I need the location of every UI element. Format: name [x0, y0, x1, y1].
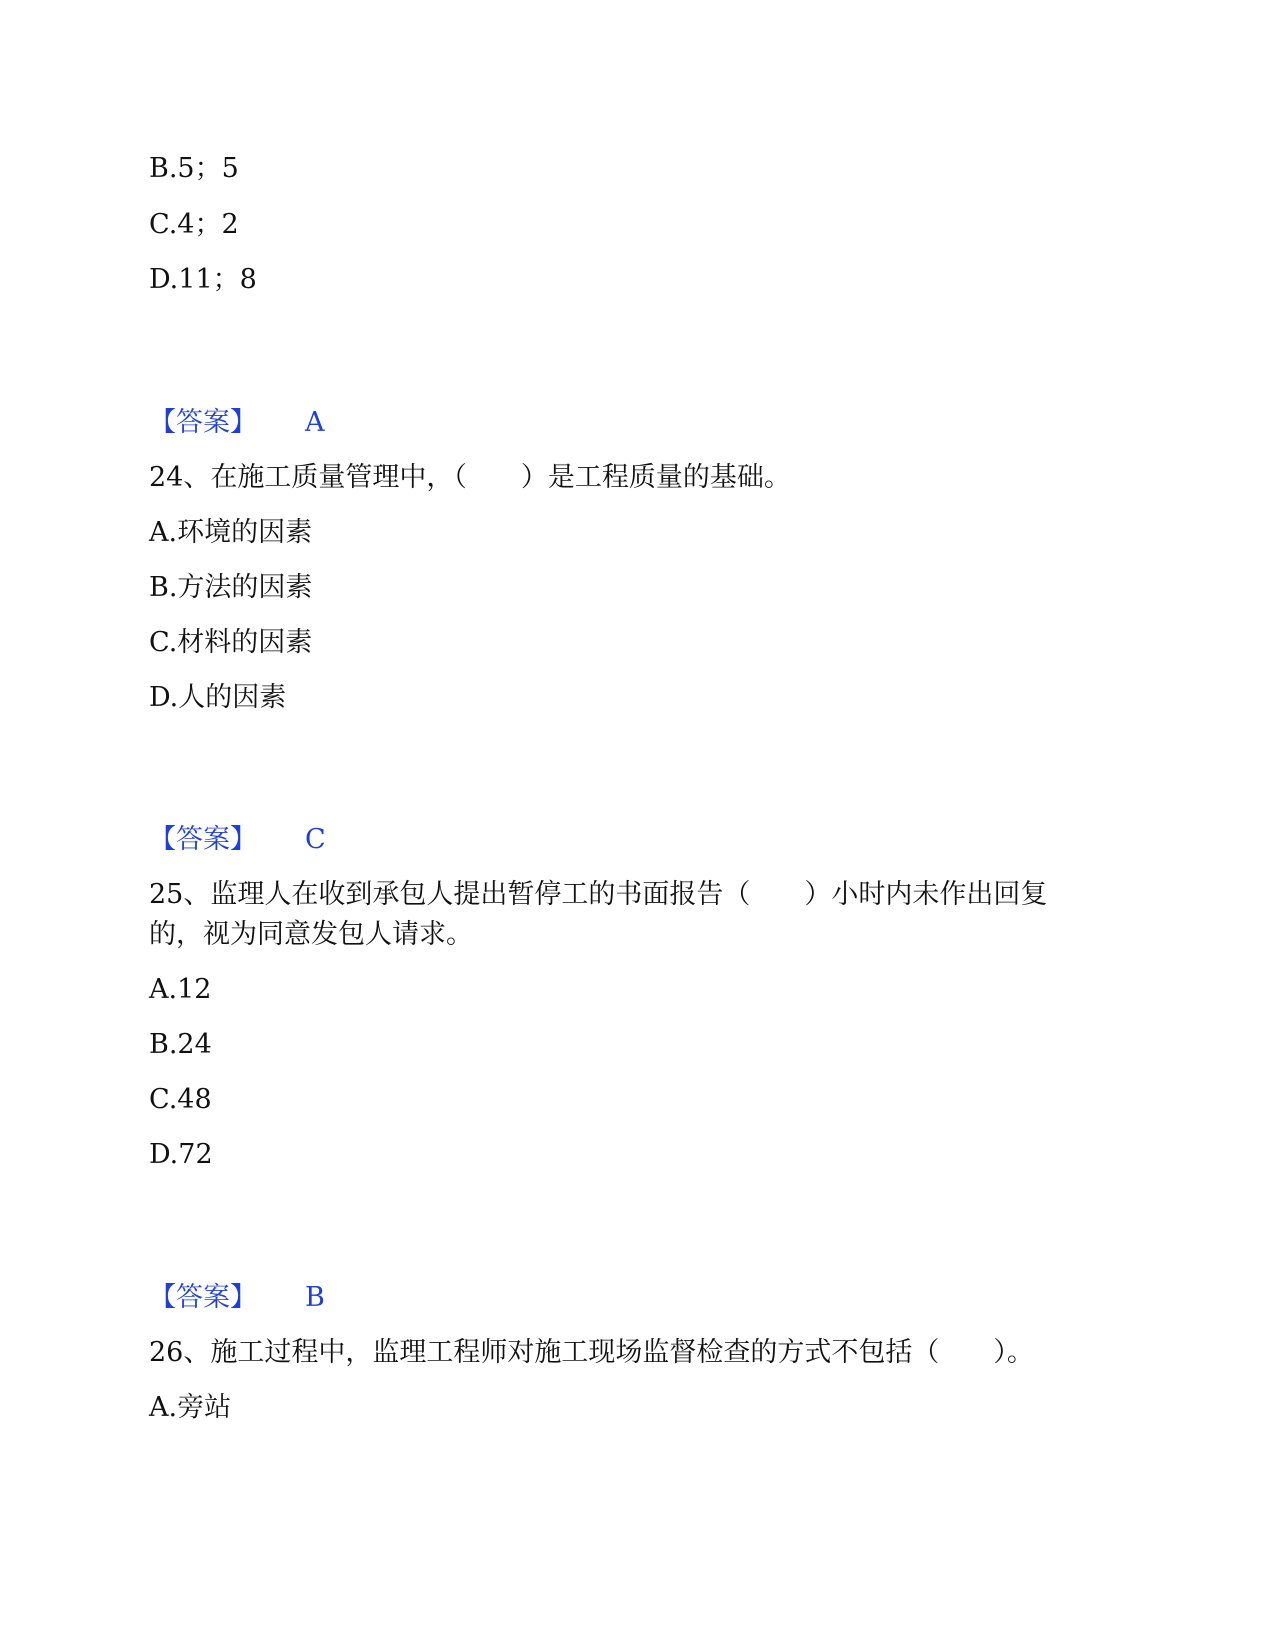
q26-option-a: A.旁站 [149, 1392, 232, 1423]
q25-option-c: C.48 [149, 1084, 212, 1115]
q25-answer [149, 1281, 325, 1315]
q24-option-d: D.人的因素 [149, 682, 287, 713]
q25-option-a: A.12 [149, 974, 212, 1005]
q24-option-c: C.材料的因素 [149, 627, 313, 658]
answer-label: 【答案】 [149, 824, 257, 855]
q24-answer [149, 823, 326, 857]
q24-option-a: A.环境的因素 [149, 517, 313, 548]
q25-option-b: B.24 [149, 1029, 212, 1060]
q24-question: 24、在施工质量管理中，（ ）是工程质量的基础。 [149, 462, 791, 493]
q23-option-c: C.4；2 [149, 209, 239, 240]
answer-value: C [305, 824, 326, 855]
answer-label: 【答案】 [149, 1282, 257, 1313]
answer-value: A [305, 407, 325, 438]
q25-option-d: D.72 [149, 1139, 213, 1170]
q26-question: 26、施工过程中，监理工程师对施工现场监督检查的方式不包括（ ）。 [149, 1337, 1034, 1368]
q25-question-line2: 的，视为同意发包人请求。 [149, 919, 473, 950]
q23-answer [149, 406, 325, 440]
q23-option-d: D.11；8 [149, 264, 257, 295]
q23-option-b: B.5；5 [149, 153, 239, 184]
q25-question-line1: 25、监理人在收到承包人提出暂停工的书面报告（ ）小时内未作出回复 [149, 879, 1048, 910]
q24-option-b: B.方法的因素 [149, 572, 313, 603]
answer-value: B [305, 1282, 325, 1313]
answer-label: 【答案】 [149, 407, 257, 438]
